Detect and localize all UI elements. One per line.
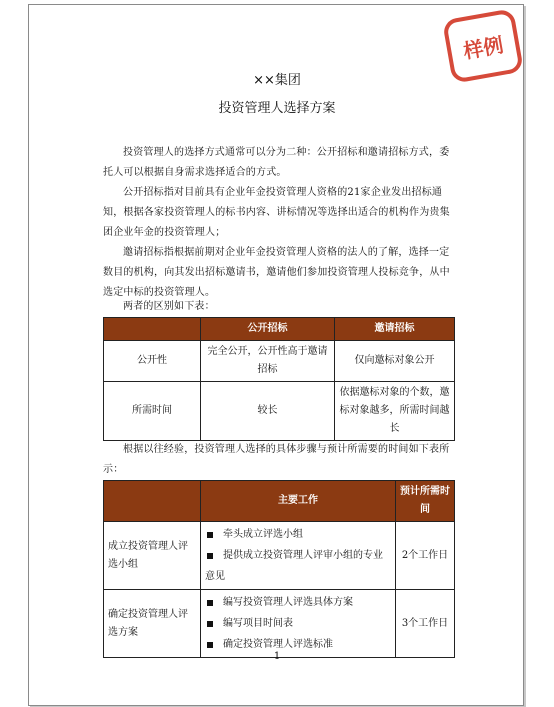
page-number: 1 xyxy=(273,651,281,662)
table-header-cell: 主要工作 xyxy=(201,481,396,522)
paragraph-public-bidding: 公开招标指对目前具有企业年金投资管理人资格的21家企业发出招标通知，根据各家投资管理人的标书内容、讲标情况等选择出适合的机构作为贵集团企业年金的投资管理人； xyxy=(103,187,450,238)
table-cell: 完全公开，公开性高于邀请招标 xyxy=(201,341,335,382)
table-row xyxy=(104,522,455,590)
paragraph-invited-bidding: 邀请招标指根据前期对企业年金投资管理人资格的法人的了解，选择一定数目的机构，向其发出招标邀请书，邀请他们参加投资管理人投标竞争，从中选定中标的投资管理人。 xyxy=(103,247,450,298)
step-cell: 成立投资管理人评选小组 xyxy=(104,522,201,590)
paragraph-table1-intro: 两者的区别如下表： xyxy=(123,301,215,312)
table-cell: 所需时间 xyxy=(104,382,201,441)
table-row xyxy=(104,341,455,382)
table-row xyxy=(104,382,455,441)
comparison-table xyxy=(103,317,455,441)
task-list xyxy=(205,592,391,655)
table-header-cell: 预计所需时间 xyxy=(396,481,455,522)
table-header-cell: 公开招标 xyxy=(201,318,335,341)
paragraph-intro: 投资管理人的选择方式通常可以分为二种：公开招标和邀请招标方式，委托人可以根据自身需求选择适合的方式。 xyxy=(103,147,450,178)
table-header-row xyxy=(104,318,455,341)
paragraph-table2-intro: 根据以往经验，投资管理人选择的具体步骤与预计所需要的时间如下表所示： xyxy=(103,444,450,475)
square-bullet-icon xyxy=(207,621,213,627)
task-text: 牵头成立评选小组 xyxy=(223,529,303,540)
task-text: 确定投资管理人评选标准 xyxy=(223,639,333,650)
list-item xyxy=(205,524,391,545)
step-cell: 确定投资管理人评选方案 xyxy=(104,590,201,658)
task-list xyxy=(205,524,391,587)
table-cell: 依据邀标对象的个数，邀标对象越多，所需时间越长 xyxy=(335,382,455,441)
org-name: ××集团 xyxy=(253,73,301,88)
table-header-cell: 邀请招标 xyxy=(335,318,455,341)
task-text: 编写投资管理人评选具体方案 xyxy=(223,597,353,608)
square-bullet-icon xyxy=(207,532,213,538)
tasks-cell xyxy=(201,590,396,658)
list-item xyxy=(205,545,391,587)
table-header-row xyxy=(104,481,455,522)
table-cell: 仅向邀标对象公开 xyxy=(335,341,455,382)
table-row xyxy=(104,590,455,658)
list-item xyxy=(205,592,391,613)
document-title: 投资管理人选择方案 xyxy=(218,101,336,116)
task-text: 提供成立投资管理人评审小组的专业意见 xyxy=(205,550,383,582)
table-header-cell xyxy=(104,318,201,341)
time-cell: 2个工作日 xyxy=(396,522,455,590)
table-header-cell xyxy=(104,481,201,522)
task-text: 编写项目时间表 xyxy=(223,618,293,629)
square-bullet-icon xyxy=(207,642,213,648)
sample-stamp: 样例 xyxy=(442,8,524,84)
list-item xyxy=(205,613,391,634)
square-bullet-icon xyxy=(207,600,213,606)
steps-table xyxy=(103,480,455,658)
table-cell: 较长 xyxy=(201,382,335,441)
square-bullet-icon xyxy=(207,553,213,559)
table-cell: 公开性 xyxy=(104,341,201,382)
tasks-cell xyxy=(201,522,396,590)
time-cell: 3个工作日 xyxy=(396,590,455,658)
